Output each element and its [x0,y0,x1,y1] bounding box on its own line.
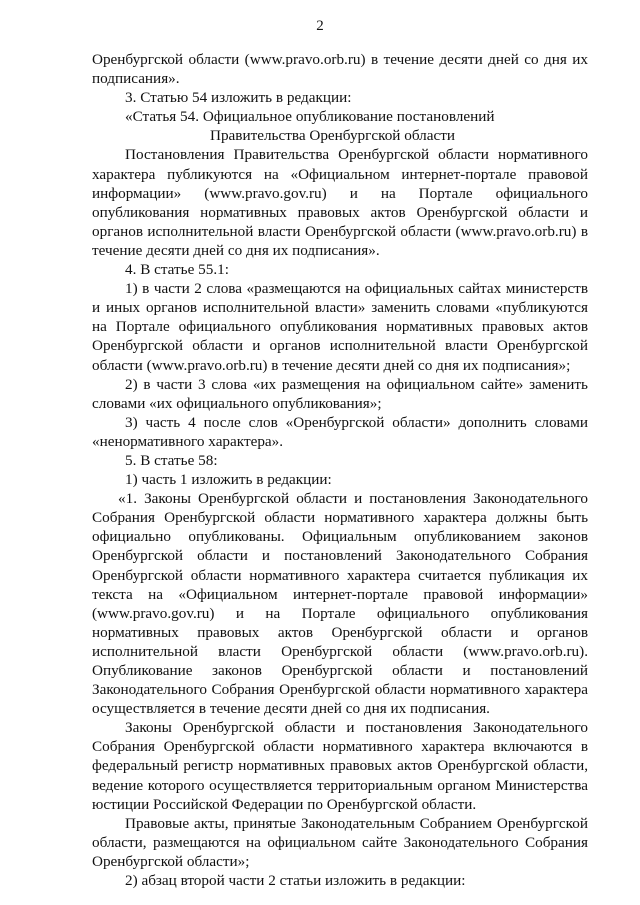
document-body [92,50,588,890]
paragraph-58-item-1: 1) часть 1 изложить в редакции: [125,471,332,489]
paragraph-article-58: 5. В статье 58: [125,451,218,469]
paragraph-55-1-item-3: 3) часть 4 после слов «Оренбургской области» дополнить словами «ненормативного характера». [92,413,588,450]
article-54-heading-line-2: Правительства Оренбургской области [210,127,456,145]
paragraph-55-1-item-1: 1) в части 2 слова «размещаются на официальных сайтах министерств и иных органов исполнительной власти» заменить словами «публикуются на Портале официального опубликования нормативных правовых актов Оренбургской области и органов исполнительной власти Оренбургской области (www.pravo.orb.ru) в течение десяти дней со дня их подписания»; [92,280,588,374]
paragraph-58-registry: Законы Оренбургской области и постановления Законодательного Собрания Оренбургской области нормативного характера включаются в федеральный регистр нормативных правовых актов Оренбургской области, ведение которого осуществляется территориальным органом Министерства юстиции Российской Федерации по Оренбургской области. [92,719,588,813]
paragraph-article-55-1: 4. В статье 55.1: [125,261,229,279]
paragraph-55-1-item-2: 2) в части 3 слова «их размещения на официальном сайте» заменить словами «их официального опубликования»; [92,375,588,412]
paragraph-58-item-2: 2) абзац второй части 2 статьи изложить в редакции: [125,872,466,890]
paragraph-article-54-intro: 3. Статью 54 изложить в редакции: [125,89,352,107]
paragraph-article-54-text: Постановления Правительства Оренбургской области нормативного характера публикуются на «Официальном интернет-портале правовой информации» (www.pravo.gov.ru) и на Портале официального опубликования нормативных правовых актов Оренбургской области и органов исполнительной власти Оренбургской области (www.pravo.orb.ru) в течение десяти дней со дня их подписания». [92,146,588,259]
paragraph-58-part-1-text: «1. Законы Оренбургской области и постановления Законодательного Собрания Оренбургской области нормативного характера должны быть официально опубликованы. Официальным опубликованием законов Оренбургской области и постановлений Законодательного Собрания Оренбургской области нормативного характера считается публикация их текста на «Официальном интернет-портале правовой информации» (www.pravo.gov.ru) и на Портале официального опубликования нормативных правовых актов Оренбургской области и органов исполнительной власти Оренбургской области (www.pravo.orb.ru). Опубликование законов Оренбургской области и постановлений Законодательного Собрания Оренбургской области нормативного характера осуществляется в течение десяти дней со дня их подписания. [92,490,588,718]
article-54-heading: «Статья 54. Официальное опубликование постановлений [125,108,495,126]
page-number: 2 [316,18,324,34]
paragraph-58-legal-acts: Правовые акты, принятые Законодательным Собранием Оренбургской области, размещаются на официальном сайте Законодательного Собрания Оренбургской области»; [92,814,588,870]
paragraph-1: Оренбургской области (www.pravo.orb.ru) в течение десяти дней со дня их подписания». [92,51,588,88]
